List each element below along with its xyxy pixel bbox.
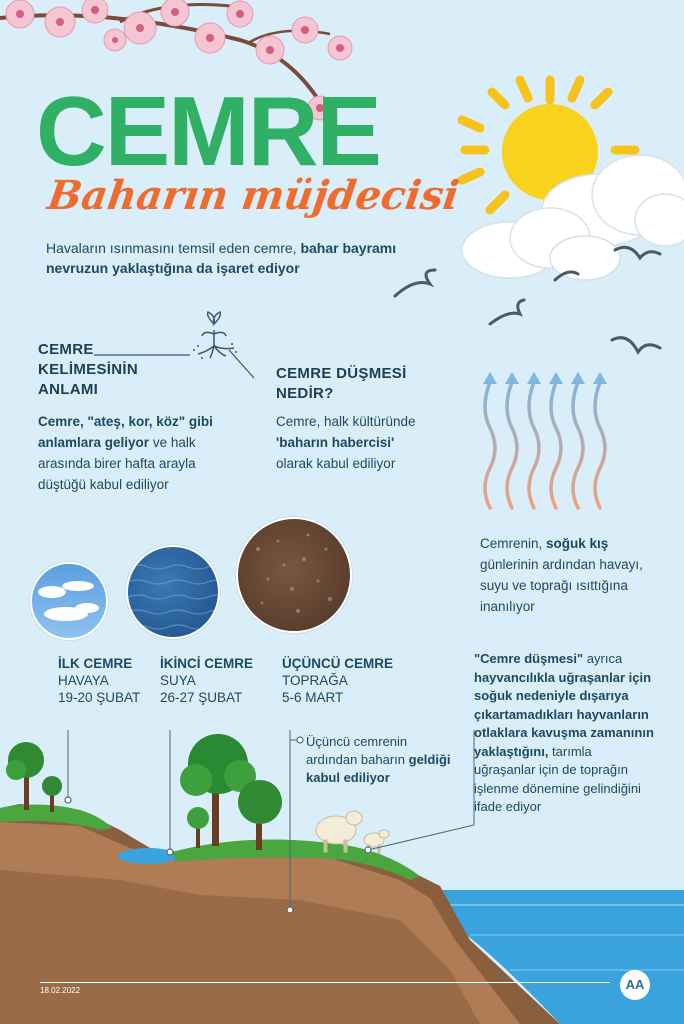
warming-text [480,533,650,617]
falling-text-bold: 'baharın habercisi' [276,435,395,450]
water-circle [126,545,220,639]
third-note-pre: Üçüncü cemrenin ardından baharın [306,734,409,767]
stage-third-target: TOPRAĞA [282,673,348,688]
stage-third-date: 5-6 MART [282,690,344,705]
falling-heading-line1: CEMRE DÜŞMESİ [276,365,407,382]
aa-logo-text: AA [625,977,645,992]
meaning-heading-line1: CEMRE [38,341,94,358]
intro-plain: Havaların ısınmasını temsil eden cemre, [46,240,301,256]
stage-third [282,655,402,706]
meaning-heading-line3: ANLAMI [38,381,99,398]
meaning-heading-line2: KELİMESİNİN [38,361,138,378]
husbandry-bold2: hayvancılıkla uğraşanlar için soğuk nedeniyle dışarıya çıkartamadıkları hayvanların otlaklara kavuşma zamanının yaklaştığını, [474,669,654,759]
sprout-connector [94,310,274,380]
soil-circle [236,517,352,633]
stage-second-target: SUYA [160,673,196,688]
footer-line [40,982,610,983]
meaning-text [38,411,228,495]
falling-heading-line2: NEDİR? [276,385,334,402]
soil-texture [238,519,350,631]
warming-text-bold: soğuk kış [546,536,609,551]
stage-first-title: İLK CEMRE [58,656,133,671]
stage-second-date: 26-27 ŞUBAT [160,690,243,705]
stage-second [160,655,270,706]
third-note-bold: geldiği kabul ediliyor [306,752,451,785]
stage-first-date: 19-20 ŞUBAT [58,690,141,705]
stage-third-title: ÜÇÜNCÜ CEMRE [282,656,393,671]
third-cemre-note [306,733,456,787]
heat-waves-icon [476,368,616,518]
page-subtitle: Baharın müjdecisi [44,172,462,219]
birds-icon [390,240,684,370]
sky-circle [30,562,108,640]
husbandry-text [474,650,654,817]
stage-first-target: HAVAYA [58,673,109,688]
stage-first [58,655,158,706]
page-title: CEMRE [36,76,380,186]
falling-text-pre: Cemre, halk kültüründe [276,414,416,429]
falling-heading [276,364,436,404]
intro-text [46,238,406,278]
aa-logo [620,970,650,1000]
meaning-text-rest: ve halk arasında birer hafta arayla düştüğü kabul ediliyor [38,435,196,492]
warming-text-pre: Cemrenin, [480,536,547,551]
husbandry-bold1: "Cemre düşmesi" [474,651,584,666]
husbandry-rest2: tarımla uğraşanlar için de toprağın işlenme dönemine gelindiğini ifade ediyor [474,743,641,814]
meaning-text-bold: Cemre, "ateş, kor, köz" gibi anlamlara geliyor [38,414,213,450]
warming-text-post: günlerinin ardından havayı, suyu ve toprağı ısıttığına inanılıyor [480,557,643,614]
falling-text-post: olarak kabul ediliyor [276,456,396,471]
cloud-icon [32,564,106,638]
husbandry-rest1: ayrıca [583,651,623,666]
falling-text [276,411,416,474]
waves-icon [128,547,218,637]
footer-date: 18.02.2022 [40,986,81,995]
intro-bold: bahar bayramı nevruzun yaklaştığına da işaret ediyor [46,240,397,276]
stage-second-title: İKİNCİ CEMRE [160,656,254,671]
